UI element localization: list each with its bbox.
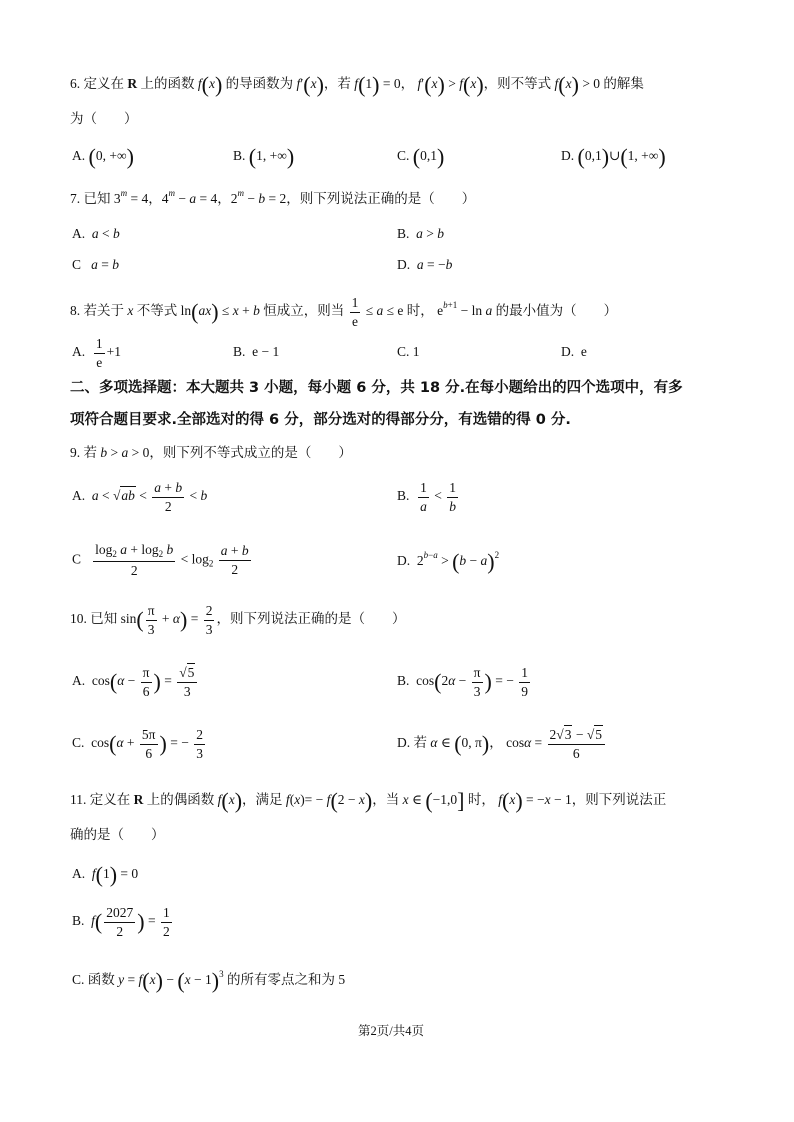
question-9-option-a: A. a < √ab < $\frac{a + b}{2}$ < b — [72, 480, 208, 514]
question-6-option-a: A. (0, +∞) — [72, 144, 134, 169]
page-footer: 第2页/共4页 — [358, 1024, 424, 1038]
question-10-option-a: A. cos(α − $\frac{\pi}{6}$ ) = $\frac{√5}{3}$ — [72, 666, 199, 698]
question-6-stem-line1: 6. 定义在 R 上的函数 f(x) 的导函数为 f′(x)，若 f(1) = 0， f′(x) > f(x)，则不等式 f(x) > 0 的解集 — [70, 72, 644, 97]
question-9-stem-line1: 9. 若 b > a > 0，则下列不等式成立的是（ ） — [70, 445, 352, 460]
question-8-option-d: D. e — [561, 344, 587, 359]
question-7-option-b: B. a > b — [397, 226, 445, 241]
question-6-option-c: C. (0,1) — [397, 144, 445, 169]
section-2-heading-line1: 二、多项选择题：本大题共 3 小题，每小题 6 分，共 18 分.在每小题给出的四个选项中，有多 — [70, 380, 683, 396]
question-7-option-a: A. a < b — [72, 226, 120, 241]
question-8-stem-line1: 8. 若关于 x 不等式 ln(ax) ≤ x + b 恒成立，则当 $\frac{1}{e}$ ≤ a ≤ e 时， $e^{b+1} - \ln a$ 的最小值为（ ） — [70, 295, 618, 329]
question-11-option-b: B. f( $\frac{2027}{2}$ ) = $\frac{1}{2}$ — [72, 905, 170, 939]
question-10-stem-line1: 10. 已知 sin( $\frac{\pi}{3}$ + α) = $\frac{2}{3}$ ，则下列说法正确的是（ ） — [70, 603, 406, 637]
question-7-option-c: C a = b — [72, 257, 120, 272]
question-10-option-c: C. cos(α + $\frac{5\pi}{6}$ ) = − $\frac{2}{3}$ — [72, 727, 203, 761]
question-8-number: 8. — [70, 303, 81, 319]
question-7-number: 7. — [70, 191, 81, 206]
question-9-option-d: D. $2^{b-a} > (b - a)^2$ — [397, 549, 500, 574]
question-11-number: 11. — [70, 792, 87, 808]
question-9-option-c: C $\frac{\log_2 a + \log_2 b}{2}$ < $\log_2$ $\frac{a + b}{2}$ — [72, 542, 249, 578]
question-6-stem-line2: 为（ ） — [70, 111, 138, 126]
question-11-stem-line1: 11. 定义在 R 上的偶函数 f(x)，满足 f(x)= − f(2 − x)，当 x ∈ (−1,0] 时， f(x) = −x − 1，则下列说法正 — [70, 788, 667, 813]
question-9-number: 9. — [70, 445, 81, 460]
question-11-option-a: A. f(1) = 0 — [72, 862, 139, 887]
question-8-option-a: A. $\frac{1}{e}$ +1 — [72, 336, 121, 370]
question-11-option-c: C. 函数 $y = f(x) - (x - 1)^3$ 的所有零点之和为 5 — [72, 968, 346, 993]
question-10-option-b: B. cos(2α − $\frac{\pi}{3}$ ) = − $\frac{1}{9}$ — [397, 665, 528, 699]
question-10-number: 10. — [70, 611, 87, 627]
question-7-stem-line1: 7. 已知 $3^m = 4$，$4^m - a = 4$，$2^m - b = 2$，则下列说法正确的是（ ） — [70, 188, 476, 206]
question-10-option-d: D. 若 α ∈ (0, π)， cosα = $\frac{2√3 - √5}{6}$ — [397, 728, 607, 760]
question-7-option-d: D. a = −b — [397, 257, 453, 272]
question-6-number: 6. — [70, 76, 81, 92]
question-11-stem-line2: 确的是（ ） — [70, 827, 165, 842]
question-6-option-d: D. (0,1)∪(1, +∞) — [561, 144, 666, 169]
question-9-option-b: B. $\frac{1}{a}$ < $\frac{1}{b}$ — [397, 480, 457, 514]
question-8-option-b: B. e − 1 — [233, 344, 280, 359]
section-2-heading-line2: 项符合题目要求.全部选对的得 6 分，部分选对的得部分分，有选错的得 0 分. — [70, 412, 571, 428]
question-6-option-b: B. (1, +∞) — [233, 144, 295, 169]
question-8-option-c: C. 1 — [397, 344, 420, 359]
